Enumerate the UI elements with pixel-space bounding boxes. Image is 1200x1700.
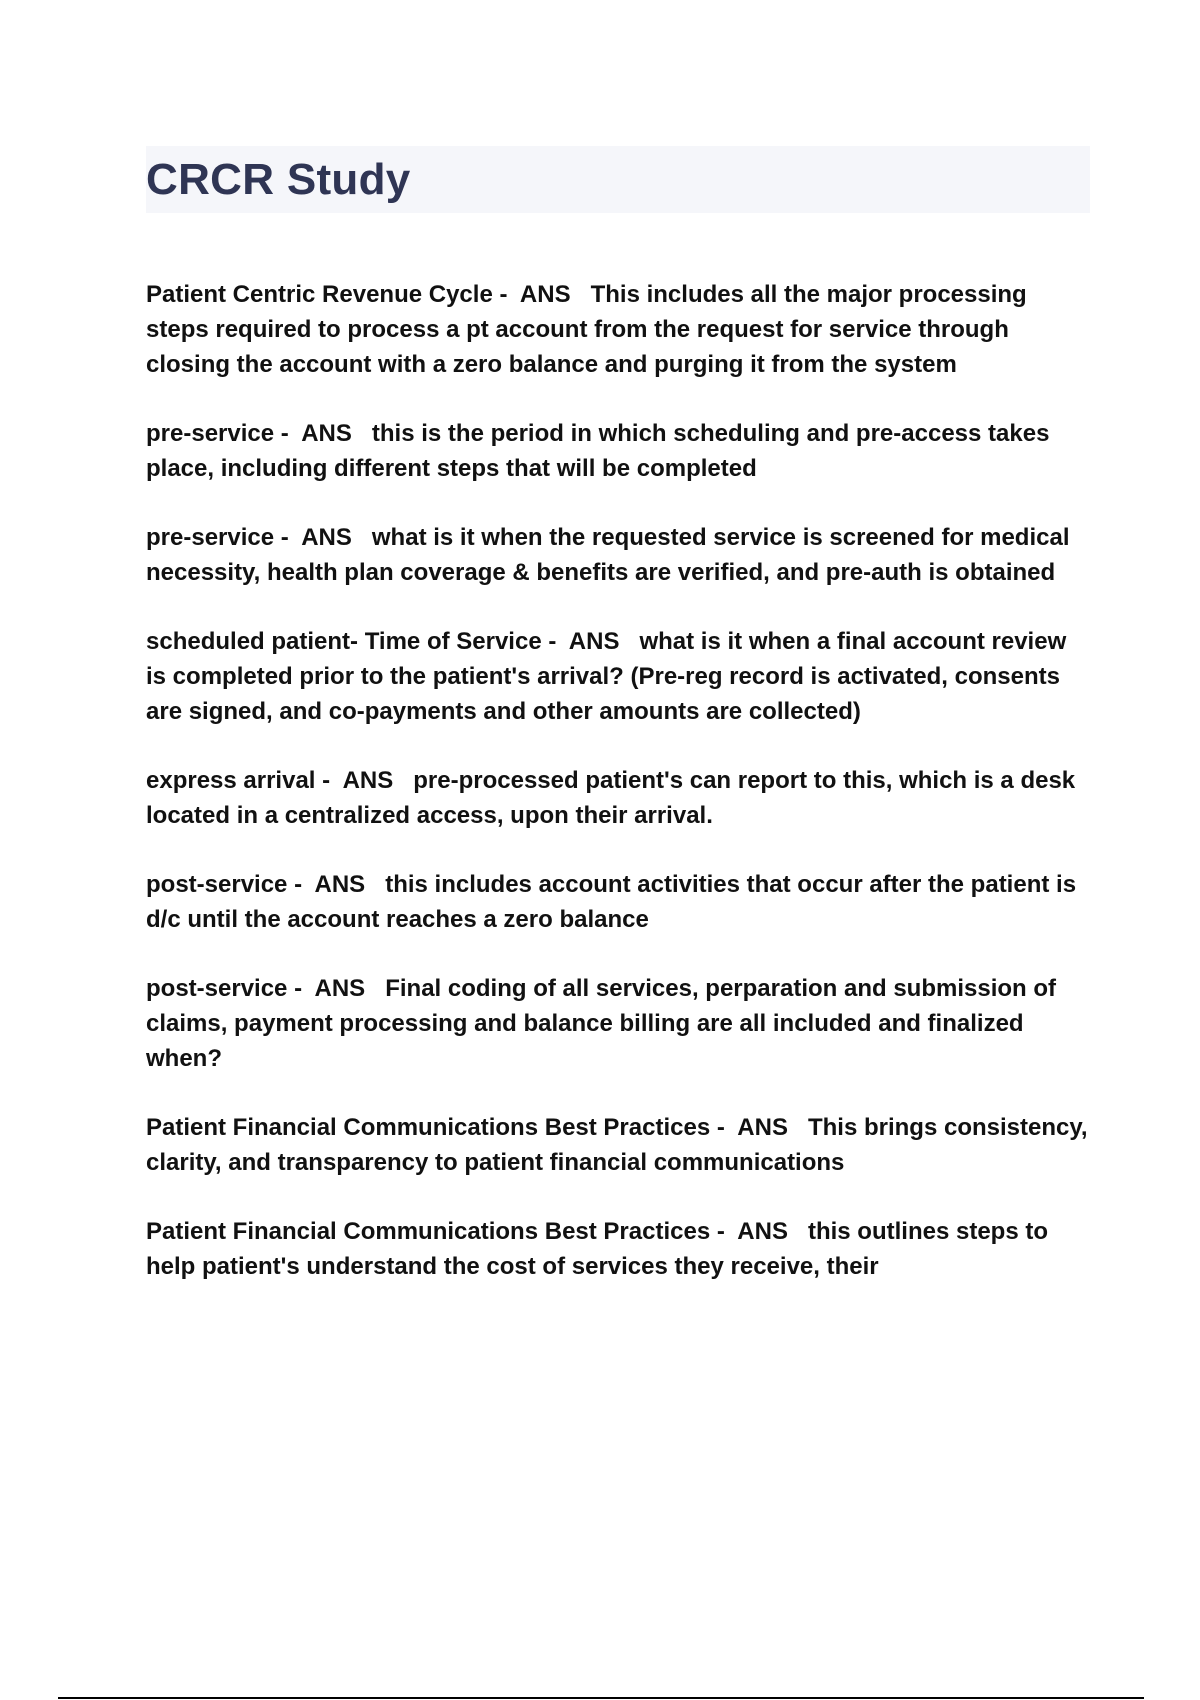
answer-marker: ANS — [314, 975, 366, 1002]
entry-term: Patient Centric Revenue Cycle — [146, 281, 493, 308]
entry-gap — [365, 871, 385, 898]
entry-definition: this includes account activities that occur after the patient is d/c until the account reaches a zero balance — [146, 871, 1077, 933]
entry-definition: pre-processed patient's can report to this, which is a desk located in a centralized access, upon their arrival. — [146, 767, 1076, 829]
entry-gap — [788, 1114, 808, 1141]
entry-term: pre-service — [146, 524, 275, 551]
flashcard-entry — [146, 1214, 1090, 1284]
document-page — [146, 146, 1090, 1318]
answer-marker: ANS — [568, 628, 620, 655]
entry-separator: - — [710, 1218, 738, 1245]
entry-gap — [352, 420, 372, 447]
entry-separator: - — [274, 524, 302, 551]
entry-definition: This includes all the major processing steps required to process a pt account from the request for service through closing the account with a zero balance and purging it from the system — [146, 281, 1027, 378]
entry-term: express arrival — [146, 767, 316, 794]
flashcard-entry — [146, 1110, 1090, 1180]
title-banner — [146, 146, 1090, 213]
answer-marker: ANS — [519, 281, 571, 308]
entry-term: scheduled patient- Time of Service — [146, 628, 542, 655]
entry-separator: - — [287, 871, 315, 898]
entry-definition: this is the period in which scheduling and pre-access takes place, including different steps that will be completed — [146, 420, 1050, 482]
entry-gap — [788, 1218, 808, 1245]
flashcard-entry — [146, 277, 1090, 382]
entry-separator: - — [541, 628, 569, 655]
entry-separator: - — [287, 975, 315, 1002]
document-title: CRCR Study — [146, 154, 411, 204]
entry-definition: what is it when the requested service is screened for medical necessity, health plan coverage & benefits are verified, and pre-auth is obtained — [146, 524, 1070, 586]
entry-separator: - — [492, 281, 520, 308]
flashcard-entry — [146, 416, 1090, 486]
entry-separator: - — [710, 1114, 738, 1141]
flashcard-entry — [146, 971, 1090, 1076]
answer-marker: ANS — [737, 1114, 788, 1141]
entry-separator: - — [274, 420, 302, 447]
entry-gap — [352, 524, 372, 551]
entry-definition: Final coding of all services, perparation and submission of claims, payment processing and balance billing are all included and finalized when? — [146, 975, 1057, 1072]
entry-term: pre-service — [146, 420, 275, 447]
flashcard-entry — [146, 763, 1090, 833]
entry-gap — [365, 975, 385, 1002]
flashcard-list — [146, 277, 1090, 1284]
flashcard-entry — [146, 624, 1090, 729]
answer-marker: ANS — [314, 871, 366, 898]
entry-term: Patient Financial Communications Best Practices — [146, 1114, 711, 1141]
answer-marker: ANS — [737, 1218, 788, 1245]
entry-separator: - — [315, 767, 343, 794]
flashcard-entry — [146, 867, 1090, 937]
entry-gap — [571, 281, 591, 308]
entry-definition: this outlines steps to help patient's understand the cost of services they receive, their — [146, 1218, 1048, 1280]
entry-term: Patient Financial Communications Best Practices — [146, 1218, 711, 1245]
answer-marker: ANS — [301, 420, 352, 447]
entry-gap — [619, 628, 639, 655]
entry-definition: what is it when a final account review is completed prior to the patient's arrival? (Pre-reg record is activated, consents are signed, and co-payments and other amounts are collected) — [146, 628, 1067, 725]
footer-divider — [58, 1697, 1144, 1699]
entry-term: post-service — [146, 975, 288, 1002]
answer-marker: ANS — [301, 524, 352, 551]
flashcard-entry — [146, 520, 1090, 590]
entry-term: post-service — [146, 871, 288, 898]
entry-gap — [393, 767, 413, 794]
entry-definition: This brings consistency, clarity, and transparency to patient financial communications — [146, 1114, 1088, 1176]
answer-marker: ANS — [342, 767, 394, 794]
